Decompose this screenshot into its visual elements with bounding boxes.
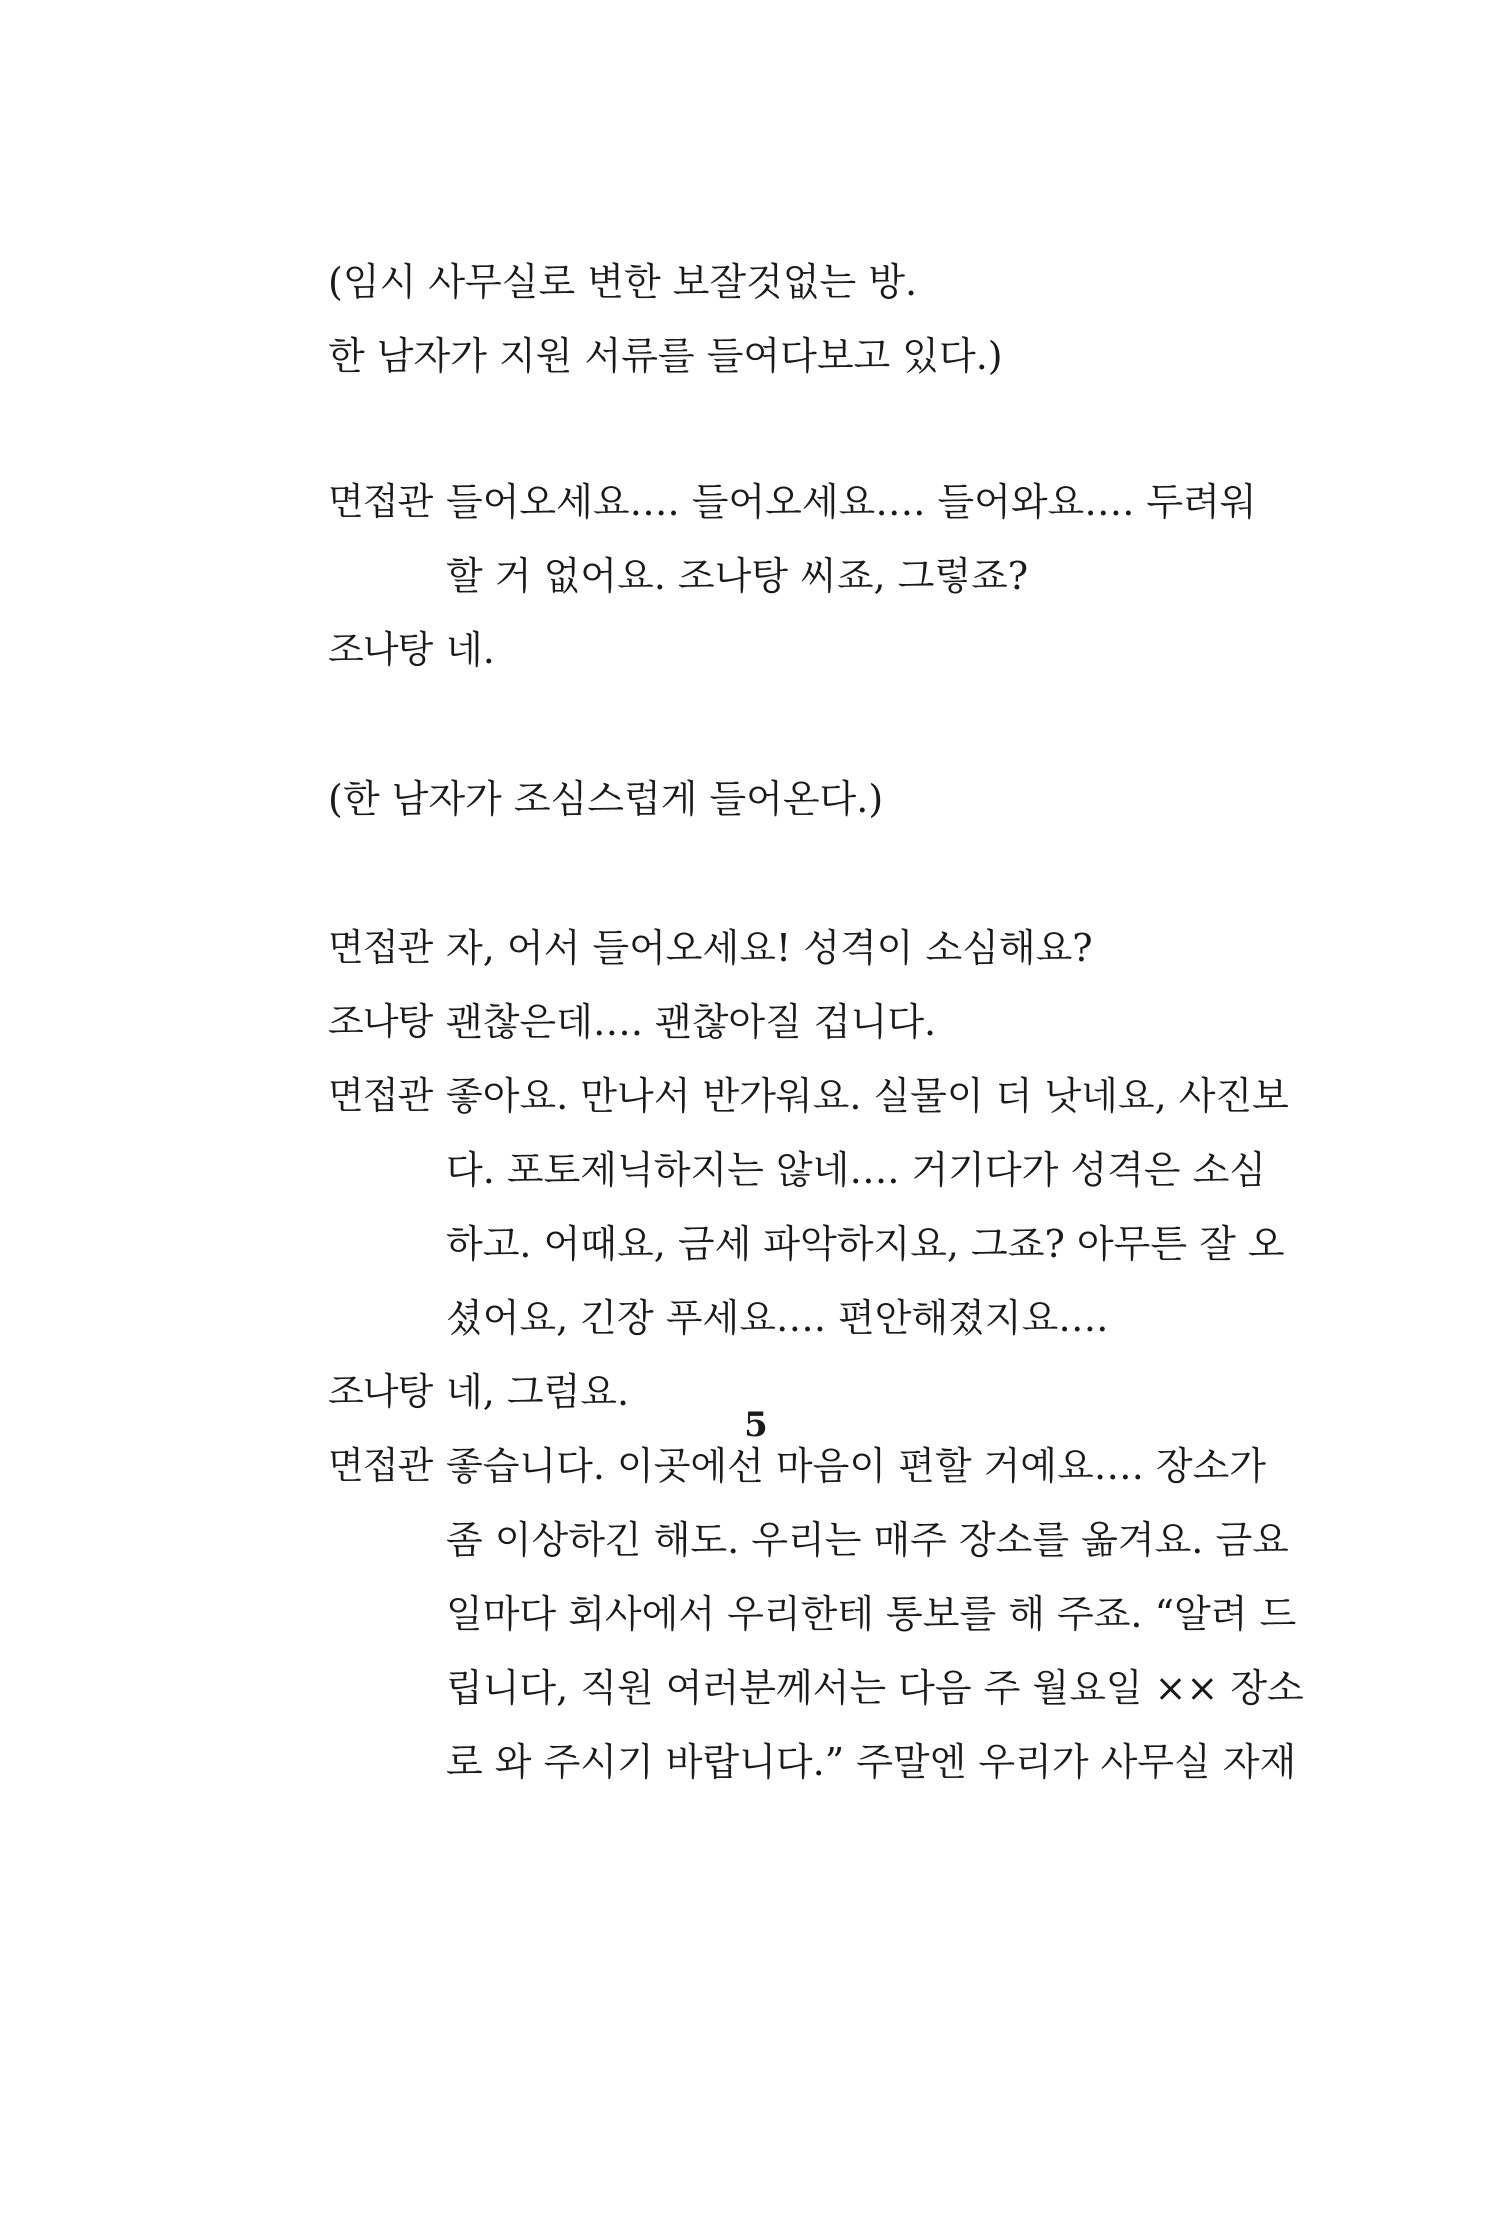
stage-direction-1 xyxy=(328,245,1268,393)
speech-line: 네, 그럼요. xyxy=(446,1370,630,1414)
speech-line: 좋습니다. 이곳에선 마음이 편할 거예요…. 장소가 xyxy=(446,1444,1267,1488)
speech-line: 네. xyxy=(446,628,495,672)
stage-direction-line: 한 남자가 지원 서류를 들여다보고 있다.) xyxy=(328,334,1003,378)
speech-line: 좀 이상하긴 해도. 우리는 매주 장소를 옮겨요. 금요 xyxy=(446,1518,1289,1562)
speaker-name: 면접관 xyxy=(328,1074,433,1117)
dialogue-block-2 xyxy=(328,911,1304,1799)
dialogue-turn xyxy=(328,1429,1304,1799)
stage-direction-line: (임시 사무실로 변한 보잘것없는 방. xyxy=(328,260,918,304)
speech-text xyxy=(446,985,1268,1059)
dialogue-turn xyxy=(328,911,1268,985)
speech-text xyxy=(446,465,1268,613)
dialogue-turn xyxy=(328,1059,1289,1355)
dialogue-turn xyxy=(328,613,1268,687)
speech-line: 로 와 주시기 바랍니다.” 주말엔 우리가 사무실 자재 xyxy=(446,1740,1297,1784)
speech-line: 자, 어서 들어오세요! 성격이 소심해요? xyxy=(446,926,1093,970)
speech-line: 셨어요, 긴장 푸세요…. 편안해졌지요…. xyxy=(446,1296,1109,1340)
speech-text xyxy=(446,613,1268,687)
page-number: 5 xyxy=(744,1405,768,1445)
speech-line: 할 거 없어요. 조나탕 씨죠, 그렇죠? xyxy=(446,554,1029,598)
speaker-name: 면접관 xyxy=(328,480,433,523)
speech-line: 립니다, 직원 여러분께서는 다음 주 월요일 ×× 장소 xyxy=(446,1666,1304,1710)
speech-line: 좋아요. 만나서 반가워요. 실물이 더 낫네요, 사진보 xyxy=(446,1074,1289,1118)
dialogue-block-1 xyxy=(328,465,1268,687)
speech-line: 하고. 어때요, 금세 파악하지요, 그죠? 아무튼 잘 오 xyxy=(446,1222,1285,1266)
speech-text xyxy=(446,1059,1289,1355)
stage-direction-2 xyxy=(328,762,1268,836)
speaker-name: 조나탕 xyxy=(328,1370,433,1413)
speech-line: 들어오세요…. 들어오세요…. 들어와요…. 두려워 xyxy=(446,480,1257,524)
speech-line: 괜찮은데…. 괜찮아질 겁니다. xyxy=(446,1000,937,1044)
speech-text xyxy=(446,911,1268,985)
speech-line: 일마다 회사에서 우리한테 통보를 해 주죠. “알려 드 xyxy=(446,1592,1297,1636)
speech-text xyxy=(446,1429,1304,1799)
dialogue-turn xyxy=(328,465,1268,613)
speech-line: 다. 포토제닉하지는 않네…. 거기다가 성격은 소심 xyxy=(446,1148,1267,1192)
speaker-name: 면접관 xyxy=(328,926,433,969)
dialogue-turn xyxy=(328,985,1268,1059)
speaker-name: 조나탕 xyxy=(328,628,433,671)
speaker-name: 면접관 xyxy=(328,1444,433,1487)
stage-direction-line: (한 남자가 조심스럽게 들어온다.) xyxy=(328,777,884,821)
speaker-name: 조나탕 xyxy=(328,1000,433,1043)
